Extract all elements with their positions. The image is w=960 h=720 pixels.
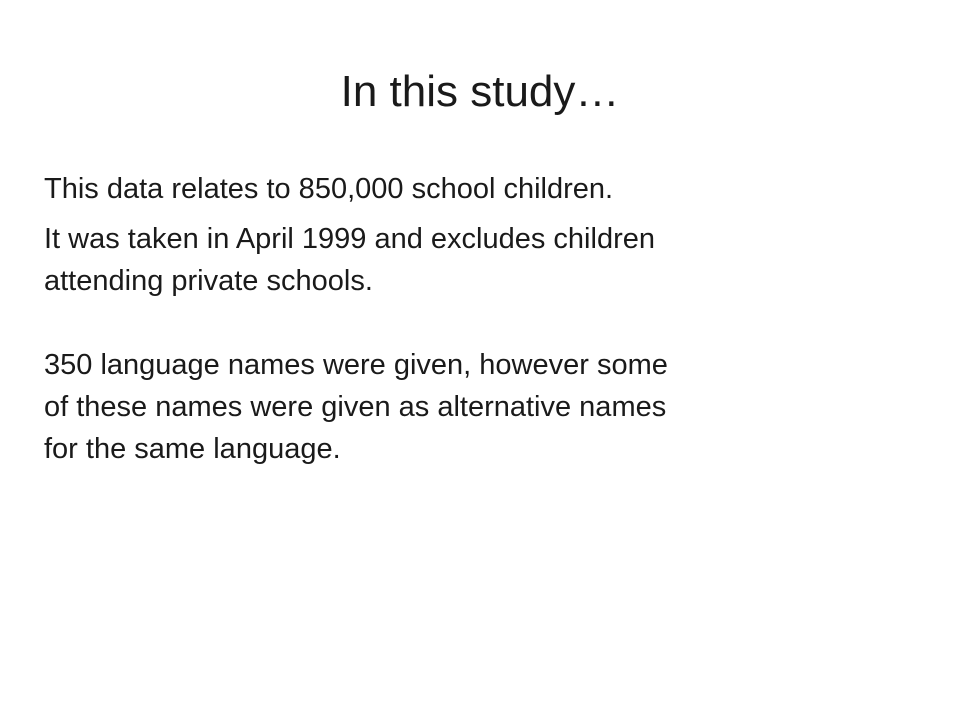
body-line: This data relates to 850,000 school children. bbox=[44, 173, 614, 205]
paragraph-spacer bbox=[44, 302, 924, 344]
body-line: It was taken in April 1999 and excludes children bbox=[44, 223, 655, 255]
body-line: for the same language. bbox=[44, 433, 341, 465]
body-paragraph-2 bbox=[44, 218, 924, 302]
body-line: 350 language names were given, however some bbox=[44, 349, 668, 381]
body-paragraph-3 bbox=[44, 344, 924, 470]
body-line: of these names were given as alternative names bbox=[44, 391, 667, 423]
slide-body bbox=[44, 168, 924, 470]
body-paragraph-1 bbox=[44, 168, 924, 210]
slide-title: In this study… bbox=[340, 67, 620, 116]
body-line: attending private schools. bbox=[44, 265, 373, 297]
